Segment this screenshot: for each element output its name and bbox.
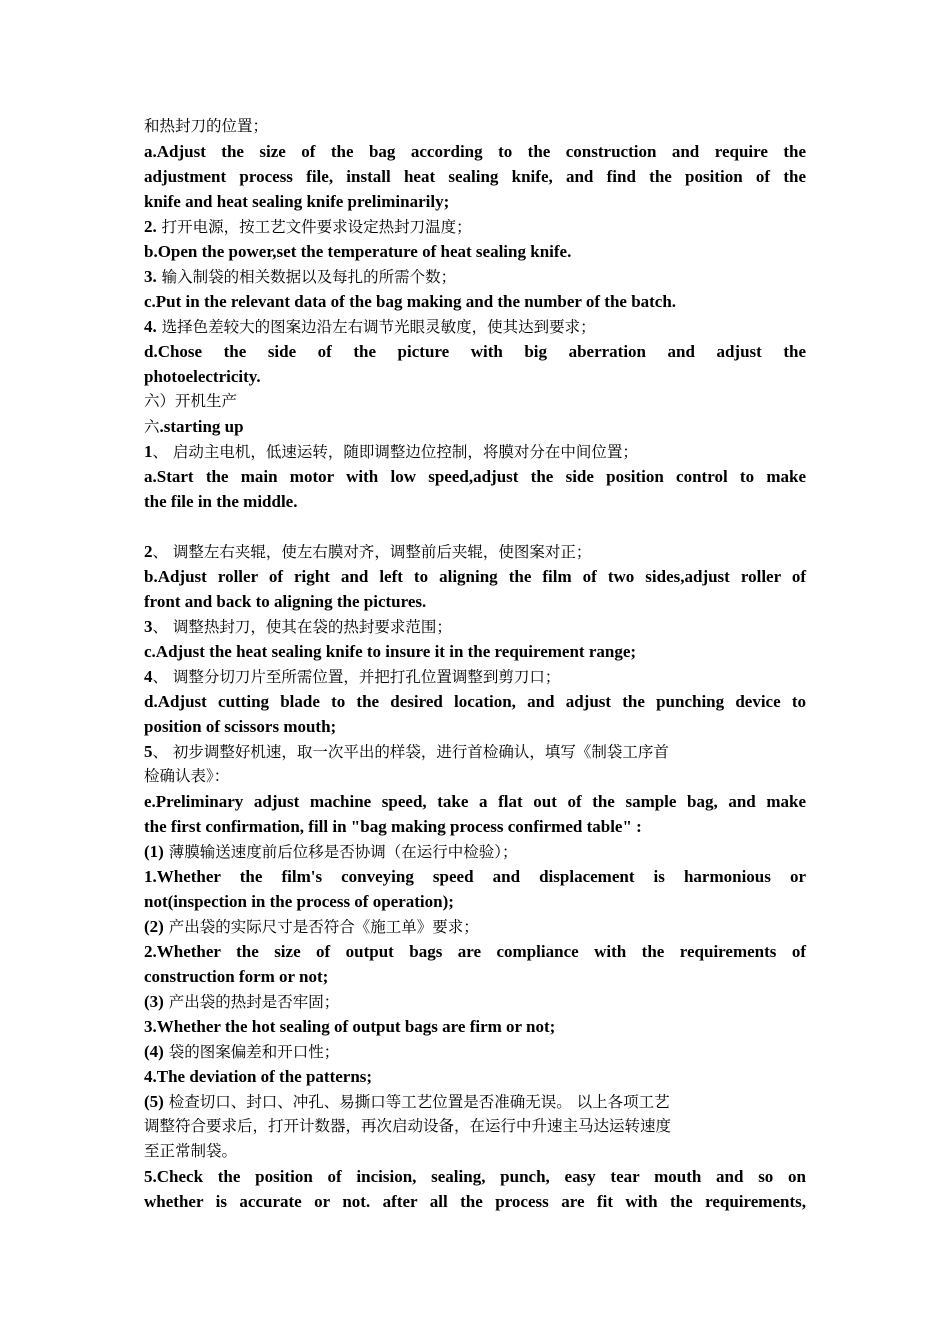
check-1-en-2: not(inspection in the process of operation); xyxy=(144,892,454,911)
step-number: 3 xyxy=(144,617,153,636)
check-1-en-1: 1.Whether the film's conveying speed and displacement is harmonious or xyxy=(144,867,806,886)
start-step-3-cn xyxy=(144,614,806,639)
check-number: (5) xyxy=(144,1092,164,1111)
step-text: 、 调整热封刀，使其在袋的热封要求范围； xyxy=(152,618,452,636)
check-text: 薄膜输送速度前后位移是否协调（在运行中检验）； xyxy=(163,843,518,861)
start-en-b1: b.Adjust roller of right and left to aligning the film of two sides,adjust roller of xyxy=(144,567,806,586)
check-2-cn xyxy=(144,914,806,939)
step-number: 3. xyxy=(144,267,157,286)
start-en-e1: e.Preliminary adjust machine speed, take a flat out of the sample bag, and make xyxy=(144,792,806,811)
check-2-en-2: construction form or not; xyxy=(144,967,329,986)
check-1-cn xyxy=(144,839,806,864)
step-3-cn xyxy=(144,264,806,289)
step-4-cn xyxy=(144,314,806,339)
en-line-a2: adjustment process file, install heat sealing knife, and find the position of the xyxy=(144,167,806,186)
step-text: 、 调整分切刀片至所需位置，并把打孔位置调整到剪刀口； xyxy=(152,668,561,686)
step-number: 5 xyxy=(144,742,153,761)
check-4-cn xyxy=(144,1039,806,1064)
start-en-a1: a.Start the main motor with low speed,adjust the side position control to make xyxy=(144,467,806,486)
check-text: 检查切口、封口、冲孔、易撕口等工艺位置是否准确无误。 以上各项工艺 xyxy=(163,1093,670,1111)
check-2-en-1: 2.Whether the size of output bags are compliance with the requirements of xyxy=(144,942,806,961)
section-heading-cn: 六）开机生产 xyxy=(144,392,238,410)
step-number: 4. xyxy=(144,317,157,336)
check-5-cn xyxy=(144,1089,806,1114)
section-prefix: 六 xyxy=(144,418,160,436)
step-text: 输入制袋的相关数据以及每扎的所需个数； xyxy=(156,268,457,286)
start-en-e2: the first confirmation, fill in "bag making process confirmed table" : xyxy=(144,817,642,836)
check-number: (4) xyxy=(144,1042,164,1061)
step-number: 4 xyxy=(144,667,153,686)
start-en-a2: the file in the middle. xyxy=(144,492,298,511)
en-line-a3: knife and heat sealing knife preliminarily; xyxy=(144,192,450,211)
en-line-d2: photoelectricity. xyxy=(144,367,261,386)
start-step-5-cn-cont: 检确认表》： xyxy=(144,767,230,785)
en-line-a1: a.Adjust the size of the bag according to the construction and require the xyxy=(144,142,806,161)
check-text: 产出袋的实际尺寸是否符合《施工单》要求； xyxy=(163,918,479,936)
en-line-c: c.Put in the relevant data of the bag making and the number of the batch. xyxy=(144,292,677,311)
section-title: .starting up xyxy=(159,417,244,436)
step-number: 2 xyxy=(144,542,153,561)
start-step-1-cn xyxy=(144,439,806,464)
step-text: 选择色差较大的图案边沿左右调节光眼灵敏度，使其达到要求； xyxy=(156,318,596,336)
start-step-4-cn xyxy=(144,664,806,689)
check-4-en: 4.The deviation of the patterns; xyxy=(144,1067,373,1086)
en-line-d1: d.Chose the side of the picture with big aberration and adjust the xyxy=(144,342,806,361)
start-en-c: c.Adjust the heat sealing knife to insure it in the requirement range; xyxy=(144,642,637,661)
check-5-en-1: 5.Check the position of incision, sealing, punch, easy tear mouth and so on xyxy=(144,1167,806,1186)
start-step-2-cn xyxy=(144,539,806,564)
check-3-cn xyxy=(144,989,806,1014)
check-number: (2) xyxy=(144,917,164,936)
start-en-d2: position of scissors mouth; xyxy=(144,717,337,736)
check-text: 袋的图案偏差和开口性； xyxy=(163,1043,340,1061)
check-5-en-2: whether is accurate or not. after all the process are fit with the requirements, xyxy=(144,1192,806,1211)
en-line-b: b.Open the power,set the temperature of heat sealing knife. xyxy=(144,242,572,261)
cn-line-1: 和热封刀的位置； xyxy=(144,117,269,135)
check-number: (3) xyxy=(144,992,164,1011)
step-number: 2. xyxy=(144,217,157,236)
check-5-cn-cont-2: 至正常制袋。 xyxy=(144,1142,238,1160)
step-text: 、 初步调整好机速，取一次平出的样袋，进行首检确认，填写《制袋工序首 xyxy=(152,743,669,761)
check-text: 产出袋的热封是否牢固； xyxy=(163,993,340,1011)
step-text: 、 调整左右夹辊，使左右膜对齐，调整前后夹辊，使图案对正； xyxy=(152,543,592,561)
check-5-cn-cont-1: 调整符合要求后，打开计数器，再次启动设备，在运行中升速主马达运转速度 xyxy=(144,1117,672,1135)
step-2-cn xyxy=(144,214,806,239)
step-number: 1 xyxy=(144,442,153,461)
blank-line xyxy=(144,514,806,539)
step-text: 打开电源，按工艺文件要求设定热封刀温度； xyxy=(156,218,472,236)
check-3-en: 3.Whether the hot sealing of output bags are firm or not; xyxy=(144,1017,556,1036)
check-number: (1) xyxy=(144,842,164,861)
start-en-b2: front and back to aligning the pictures. xyxy=(144,592,427,611)
document-page xyxy=(144,114,806,1214)
start-step-5-cn xyxy=(144,739,806,764)
section-heading-en xyxy=(144,414,806,439)
step-text: 、 启动主电机，低速运转，随即调整边位控制，将膜对分在中间位置； xyxy=(152,443,638,461)
start-en-d1: d.Adjust cutting blade to the desired location, and adjust the punching device to xyxy=(144,692,806,711)
